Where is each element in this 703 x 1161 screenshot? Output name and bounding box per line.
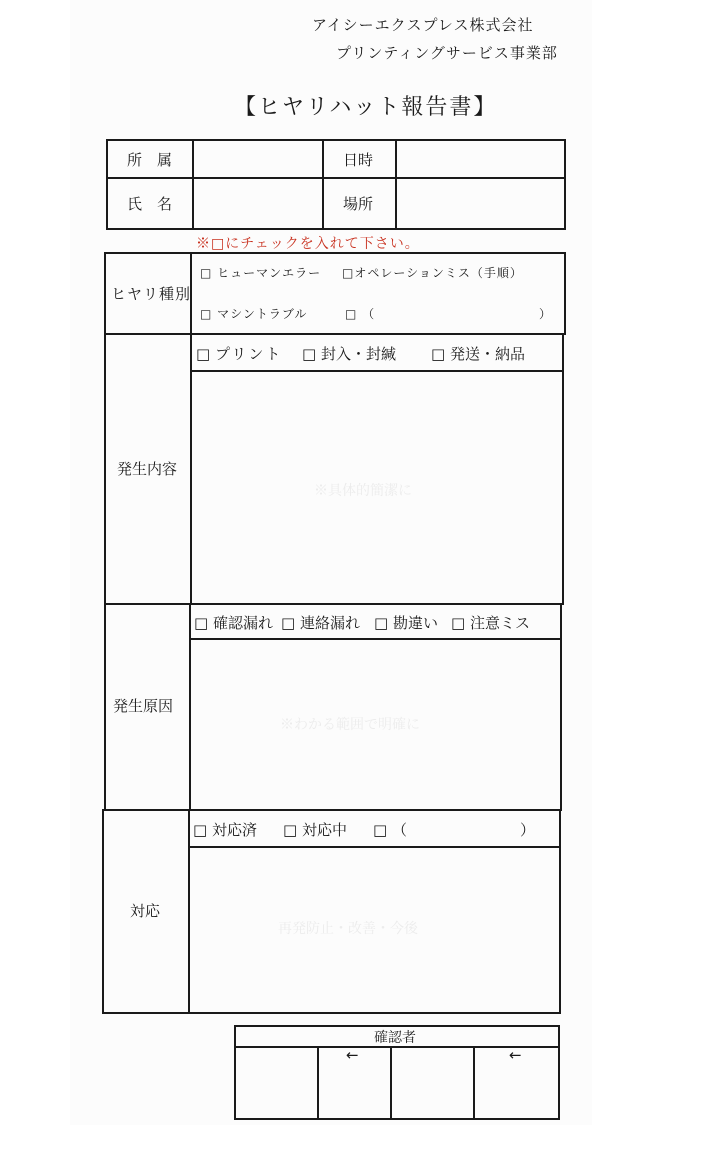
option-contact-omission[interactable] [281,612,360,633]
occurrence-watermark: ※具体的簡潔に [314,483,412,499]
option-enclose-seal[interactable] [302,343,396,364]
checkbox-icon[interactable]: □ [342,266,355,280]
company-name: アイシーエクスプレス株式会社 [312,16,534,34]
response-paren-close: ） [520,821,536,839]
cause-watermark: ※わかる範囲で明確に [280,717,420,733]
confirm-stamp-4[interactable] [476,1064,558,1118]
top-table [106,139,566,230]
confirmer-label: 確認者 [374,1030,416,1046]
option-check-omission[interactable] [194,612,273,633]
option-label: 連絡漏れ [299,614,360,632]
instruction-note: ※□にチェックを入れて下さい。 [196,236,420,252]
checkbox-icon[interactable]: □ [196,345,211,363]
confirm-stamp-2[interactable] [320,1064,389,1118]
checkbox-icon[interactable]: □ [194,614,209,632]
name-label: 氏 名 [127,195,173,213]
confirm-stamp-1[interactable] [237,1049,316,1118]
option-other[interactable] [345,305,375,322]
arrow-left-icon: ← [346,1046,359,1064]
option-label: 対応済 [211,821,257,839]
option-label: 勘違い [392,614,438,632]
option-label: 確認漏れ [212,614,273,632]
checkbox-icon[interactable]: □ [345,307,358,321]
paren-close: ） [539,307,553,321]
option-machine-trouble[interactable] [200,305,307,322]
option-ship-deliver[interactable] [431,343,525,364]
option-operation-miss[interactable] [342,264,523,281]
affiliation-label: 所 属 [127,151,173,169]
checkbox-icon[interactable]: □ [281,614,296,632]
option-label: プリント [214,345,283,363]
option-label: ヒューマンエラー [217,266,322,280]
option-print[interactable] [196,343,282,364]
department-name: プリンティングサービス事業部 [336,44,558,62]
response-watermark: 再発防止・改善・今後 [278,921,418,937]
checkbox-icon[interactable]: □ [431,345,446,363]
option-label: 封入・封緘 [320,345,396,363]
response-label: 対応 [130,902,161,920]
option-label: オペレーションミス（手順） [354,266,523,280]
checkbox-icon[interactable]: □ [200,266,213,280]
option-human-error[interactable] [200,264,321,281]
checkbox-icon[interactable]: □ [302,345,317,363]
page-title: 【ヒヤリハット報告書】 [234,95,498,120]
option-careless-mistake[interactable] [451,612,530,633]
checkbox-icon[interactable]: □ [193,821,208,839]
option-label: マシントラブル [217,307,308,321]
place-label: 場所 [343,195,374,213]
checkbox-icon[interactable]: □ [283,821,298,839]
occurrence-label: 発生内容 [117,460,178,478]
option-in-progress[interactable] [283,819,347,840]
checkbox-icon[interactable]: □ [200,307,213,321]
checkbox-icon[interactable]: □ [451,614,466,632]
option-label: 対応中 [301,821,347,839]
arrow-left-icon: ← [509,1046,522,1064]
option-label: 発送・納品 [449,345,525,363]
option-label: （ [362,307,376,321]
option-misunderstanding[interactable] [374,612,438,633]
option-label: （ [391,821,407,839]
checkbox-icon[interactable]: □ [374,614,389,632]
option-response-other[interactable] [373,819,407,840]
confirm-stamp-3[interactable] [393,1049,472,1118]
option-label: 注意ミス [469,614,530,632]
hiyari-type-label: ヒヤリ種別 [111,285,192,303]
datetime-label: 日時 [343,151,374,169]
cause-label: 発生原因 [113,697,174,715]
checkbox-icon[interactable]: □ [373,821,388,839]
option-handled[interactable] [193,819,257,840]
